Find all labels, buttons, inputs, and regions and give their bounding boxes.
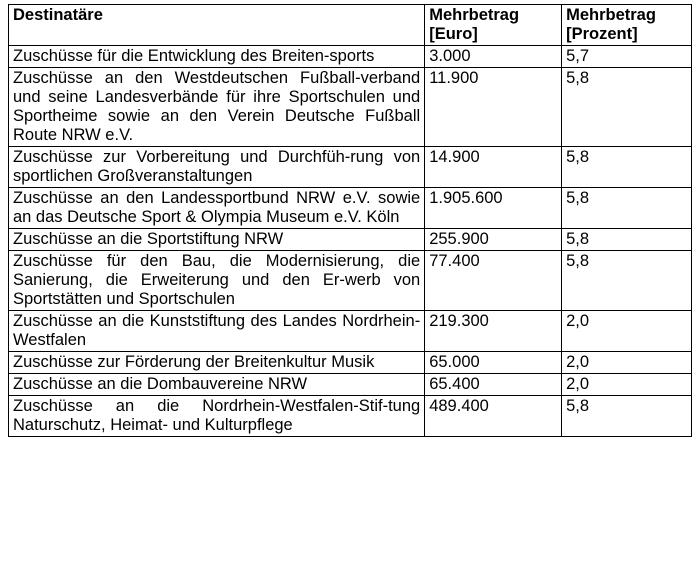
cell-destinataer: Zuschüsse zur Vorbereitung und Durchfüh-rung von sportlichen Großveranstaltungen <box>9 147 425 188</box>
cell-destinataer: Zuschüsse zur Förderung der Breitenkultur Musik <box>9 352 425 374</box>
table-row <box>9 147 692 188</box>
cell-prozent: 5,8 <box>562 147 692 188</box>
cell-destinataer: Zuschüsse an den Westdeutschen Fußball-verband und seine Landesverbände für ihre Sportschulen und Sportheime sowie an den Verein Deutsche Fußball Route NRW e.V. <box>9 68 425 147</box>
cell-destinataer: Zuschüsse für die Entwicklung des Breiten-sports <box>9 46 425 68</box>
cell-destinataer: Zuschüsse an die Sportstiftung NRW <box>9 229 425 251</box>
table-row <box>9 188 692 229</box>
cell-prozent: 5,8 <box>562 396 692 437</box>
cell-euro: 1.905.600 <box>425 188 562 229</box>
cell-prozent: 2,0 <box>562 352 692 374</box>
cell-prozent: 5,7 <box>562 46 692 68</box>
cell-prozent: 5,8 <box>562 188 692 229</box>
cell-euro: 219.300 <box>425 311 562 352</box>
cell-prozent: 5,8 <box>562 68 692 147</box>
cell-destinataer: Zuschüsse an die Kunststiftung des Landes Nordrhein-Westfalen <box>9 311 425 352</box>
table-row <box>9 352 692 374</box>
data-table <box>8 4 692 437</box>
cell-euro: 489.400 <box>425 396 562 437</box>
cell-euro: 3.000 <box>425 46 562 68</box>
cell-destinataer: Zuschüsse an den Landessportbund NRW e.V. sowie an das Deutsche Sport & Olympia Museum e.V. Köln <box>9 188 425 229</box>
header-mehrbetrag-euro: Mehrbetrag [Euro] <box>425 5 562 46</box>
header-destinataere: Destinatäre <box>9 5 425 46</box>
table-row <box>9 68 692 147</box>
cell-prozent: 2,0 <box>562 374 692 396</box>
cell-euro: 65.400 <box>425 374 562 396</box>
cell-prozent: 5,8 <box>562 229 692 251</box>
table-row <box>9 374 692 396</box>
table-row <box>9 46 692 68</box>
table-row <box>9 251 692 311</box>
cell-euro: 255.900 <box>425 229 562 251</box>
cell-euro: 65.000 <box>425 352 562 374</box>
cell-destinataer: Zuschüsse an die Nordrhein-Westfalen-Stif-tung Naturschutz, Heimat- und Kulturpflege <box>9 396 425 437</box>
cell-euro: 11.900 <box>425 68 562 147</box>
header-mehrbetrag-prozent: Mehrbetrag [Prozent] <box>562 5 692 46</box>
table-row <box>9 311 692 352</box>
cell-prozent: 5,8 <box>562 251 692 311</box>
cell-euro: 77.400 <box>425 251 562 311</box>
cell-prozent: 2,0 <box>562 311 692 352</box>
header-row <box>9 5 692 46</box>
cell-destinataer: Zuschüsse für den Bau, die Modernisierung, die Sanierung, die Erweiterung und den Er-werb von Sportstätten und Sportschulen <box>9 251 425 311</box>
cell-destinataer: Zuschüsse an die Dombauvereine NRW <box>9 374 425 396</box>
table-row <box>9 229 692 251</box>
table-row <box>9 396 692 437</box>
cell-euro: 14.900 <box>425 147 562 188</box>
